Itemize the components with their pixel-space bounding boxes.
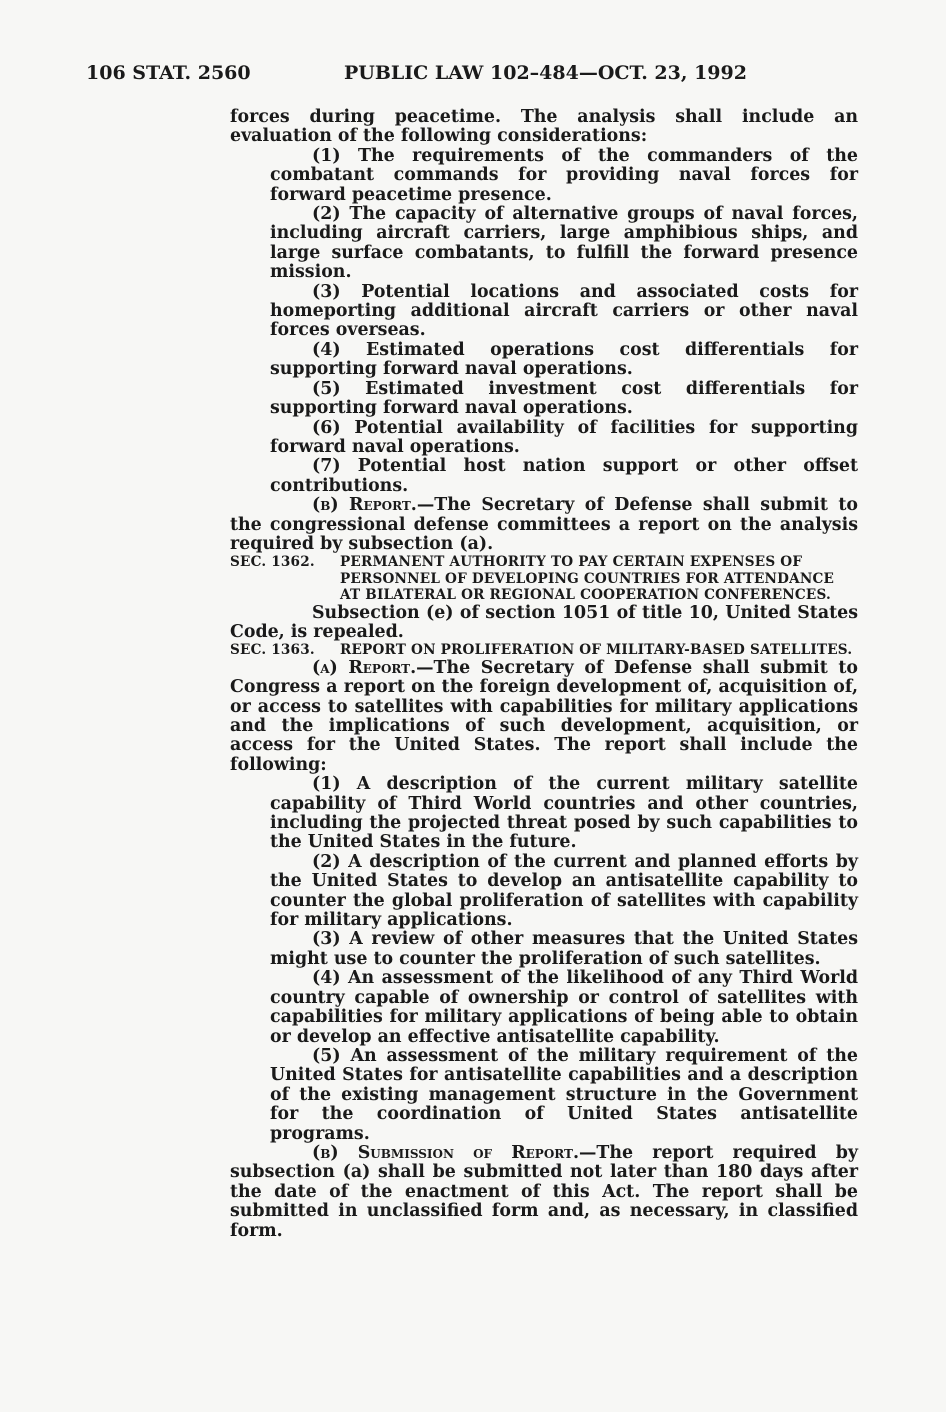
intro-paragraph: forces during peacetime. The analysis shall include an evaluation of the following considerations: [230,107,858,147]
subsection-text: —The Secretary of Defense shall submit to the congressional defense committees a report on the analysis required by subsection (a). [230,495,858,554]
list-item: (2) A description of the current and planned efforts by the United States to develop an antisatellite capability to counter the global proliferation of satellites with capability for military applications. [270,851,858,931]
document-body [230,108,858,1241]
section-number: SEC. 1362. [230,554,315,571]
subsection-text: —The Secretary of Defense shall submit to Congress a report on the foreign development of, acquisition of, or access to satellites with capabilities for military applications and the implications of such development, acquisition, or access for the United States. The report shall include the following: [230,657,858,775]
list-item: (3) Potential locations and associated costs for homeporting additional aircraft carriers or other naval forces overseas. [270,281,858,341]
subsection-b-submission [230,1144,858,1241]
subsection-heading: (b) Submission of Report. [312,1142,580,1163]
list-item: (1) The requirements of the commanders of the combatant commands for providing naval forces for forward peacetime presence. [270,145,858,205]
list-item: (1) A description of the current military satellite capability of Third World countries and other countries, including the projected threat posed by such capabilities to the United States in the future. [270,774,858,853]
section-title: PERMANENT AUTHORITY TO PAY CERTAIN EXPENSES OF PERSONNEL OF DEVELOPING COUNTRIES FOR ATTENDANCE AT BILATERAL OR REGIONAL COOPERATION CONFERENCES. [340,554,835,604]
subsection-heading: (a) Report. [312,657,417,678]
list-item: (2) The capacity of alternative groups of naval forces, including aircraft carriers, large amphibious ships, and large surface combatants, to fulfill the forward presence mission. [270,204,858,283]
list-item: (5) Estimated investment cost differentials for supporting forward naval operations. [270,378,858,419]
list-item: (7) Potential host nation support or other offset contributions. [270,456,858,496]
public-law-reference: PUBLIC LAW 102–484—OCT. 23, 1992 [344,62,747,84]
list-item: (5) An assessment of the military requirement of the United States for antisatellite capabilities and a description of the existing management structure in the Government for the coordination of United States antisatellite programs. [270,1045,858,1144]
section-title: REPORT ON PROLIFERATION OF MILITARY-BASED SATELLITES. [340,642,853,659]
subsection-text: —The report required by subsection (a) shall be submitted not later than 180 days after the date of the enactment of this Act. The report shall be submitted in unclassified form and, as necessary, in classified form. [230,1142,858,1241]
section-1363-heading [230,642,858,658]
section-1362-heading [230,554,858,603]
stat-reference: 106 STAT. 2560 [86,62,251,84]
list-item: (3) A review of other measures that the United States might use to counter the proliferation of such satellites. [270,929,858,969]
section-number: SEC. 1363. [230,642,315,659]
subsection-a-report [230,659,858,775]
list-item: (4) Estimated operations cost differentials for supporting forward naval operations. [270,339,858,380]
subsection-heading: (b) Report. [312,495,417,516]
subsection-b-report [230,496,858,554]
list-item: (6) Potential availability of facilities for supporting forward naval operations. [270,417,858,457]
list-item: (4) An assessment of the likelihood of any Third World country capable of ownership or control of satellites with capabilities for military applications of being able to obtain or develop an effective antisatellite capability. [270,968,858,1047]
section-1362-text: Subsection (e) of section 1051 of title 10, United States Code, is repealed. [230,602,858,642]
